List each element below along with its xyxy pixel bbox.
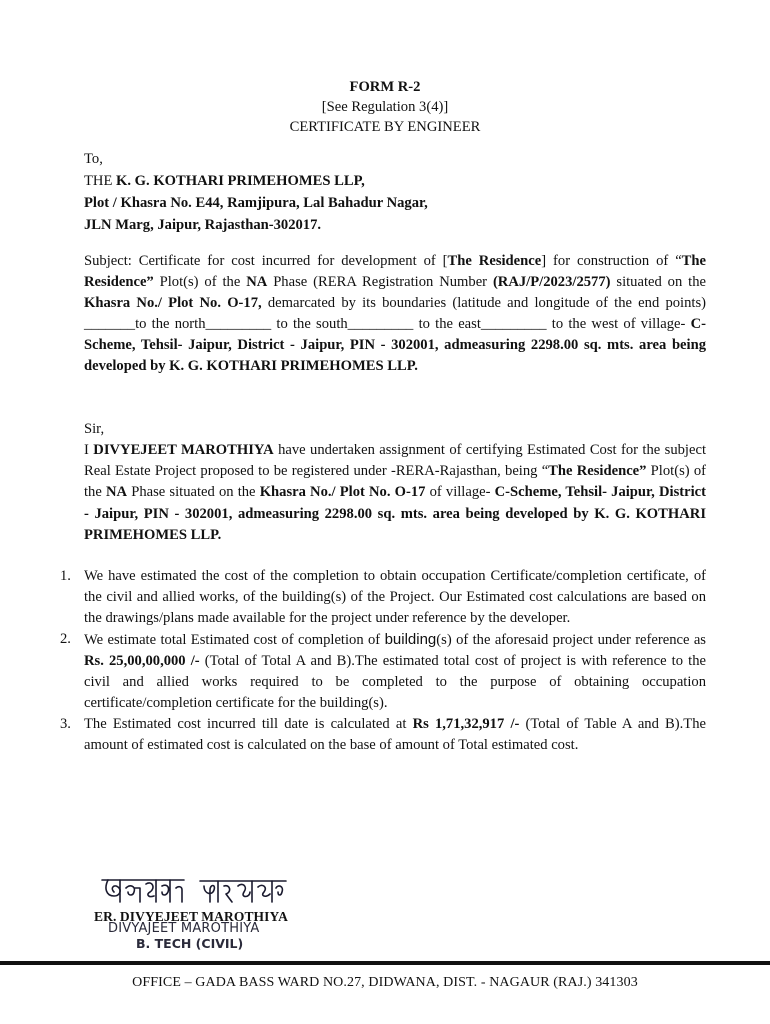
footer-divider <box>0 961 770 965</box>
handwritten-signature <box>100 874 290 908</box>
cost-incurred-to-date: Rs 1,71,32,917 /- <box>412 716 520 732</box>
recipient-address <box>84 148 706 236</box>
regulation-reference: [See Regulation 3(4)] <box>321 99 449 115</box>
list-item: 3. The Estimated cost incurred till date is calculated at Rs 1,71,32,917 /- (Total of Table A and B).The amount of estimated cost is calculated on the base of amount of Total estimated cost. <box>60 716 706 753</box>
salutation-sir: Sir, <box>84 421 105 437</box>
stamp-name: DIVYAJEET MAROTHIYA <box>108 921 260 936</box>
form-title: FORM R-2 <box>349 79 421 95</box>
list-item: 2. We estimate total Estimated cost of completion of building(s) of the aforesaid project under reference as Rs. 25,00,00,000 /- (Total of Total A and B).The estimated total cost of project is with reference to the civil and allied works required to be completed to the purpose of obtaining occupation certificate/completion certificate for the building(s). <box>60 631 706 711</box>
engineer-stamp <box>108 921 259 951</box>
address-line-1: THE K. G. KOTHARI PRIMEHOMES LLP, <box>84 173 365 189</box>
undertaking-paragraph: I DIVYEJEET MAROTHIYA have undertaken assignment of certifying Estimated Cost for the subject Real Estate Project proposed to be registered under -RERA-Rajasthan, being “The Residence” Plot(s) of the NA Phase situated on the Khasra No./ Plot No. O-17 of village- C-Scheme, Tehsil- Jaipur, District - Jaipur, PIN - 302001, admeasuring 2298.00 sq. mts. area being developed by K. G. KOTHARI PRIMEHOMES LLP. <box>84 442 706 543</box>
list-item: 1. We have estimated the cost of the completion to obtain occupation Certificate/completion certificate, of the civil and allied works, of the building(s) of the Project. Our Estimated cost calculations are based on the drawings/plans made available for the project under reference by the developer. <box>60 568 706 626</box>
stamp-degree: B. TECH (CIVIL) <box>136 936 244 951</box>
certificate-title: CERTIFICATE BY ENGINEER <box>289 119 481 135</box>
document-header <box>0 77 770 137</box>
address-line-2: Plot / Khasra No. E44, Ramjipura, Lal Bahadur Nagar, <box>84 195 428 211</box>
company-name: K. G. KOTHARI PRIMEHOMES LLP, <box>116 173 365 189</box>
engineer-name: ER. DIVYEJEET MAROTHIYA <box>94 909 288 924</box>
numbered-points <box>60 566 706 756</box>
address-line-3: JLN Marg, Jaipur, Rajasthan-302017. <box>84 217 322 233</box>
office-address-footer: OFFICE – GADA BASS WARD NO.27, DIDWANA, DIST. - NAGAUR (RAJ.) 341303 <box>132 975 638 990</box>
salutation-to: To, <box>84 151 103 167</box>
total-estimated-cost: Rs. 25,00,00,000 /- <box>84 653 200 669</box>
subject-paragraph: Subject: Certificate for cost incurred for development of [The Residence] for construction of “The Residence” Plot(s) of the NA Phase (RERA Registration Number (RAJ/P/2023/2577) situated on the Khasra No./ Plot No. O-17, demarcated by its boundaries (latitude and longitude of the end points) _______to the north_________ to the south_________ to the east_________ to the west of village- C-Scheme, Tehsil- Jaipur, District - Jaipur, PIN - 302001, admeasuring 2298.00 sq. mts. area being developed by K. G. KOTHARI PRIMEHOMES LLP. <box>84 253 707 374</box>
